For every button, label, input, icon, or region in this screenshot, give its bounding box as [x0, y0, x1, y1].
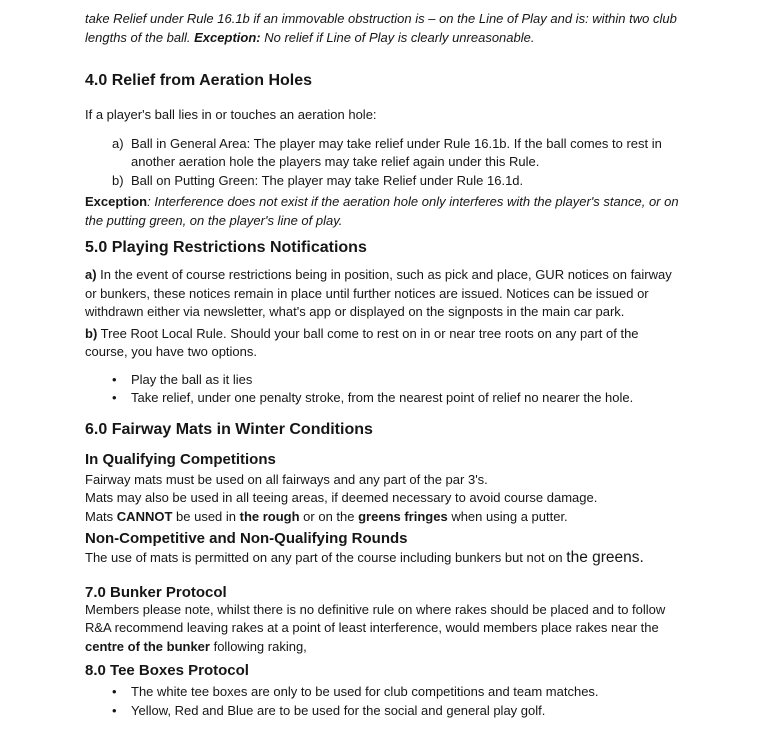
- list-item: [85, 172, 682, 191]
- list-item-text: Take relief, under one penalty stroke, from the nearest point of relief no nearer the hole.: [131, 390, 634, 405]
- bullet-icon: •: [112, 702, 117, 718]
- section4-lead: If a player's ball lies in or touches an aeration hole:: [85, 107, 377, 122]
- para-b-text: Tree Root Local Rule. Should your ball come to rest on in or near tree roots on any part of the course, you have two options.: [85, 325, 639, 359]
- list-item-text: Ball in General Area: The player may take relief under Rule 16.1b. If the ball comes to rest in another aeration hole the players may take relief again under this Rule.: [131, 135, 662, 169]
- line3-mid: be used in: [172, 508, 240, 524]
- list-item-text: Ball on Putting Green: The player may take Relief under Rule 16.1d.: [131, 172, 524, 188]
- section4-exception: [85, 193, 682, 230]
- line3-mid2: or on the: [299, 508, 359, 524]
- list-item: [85, 371, 682, 390]
- bullet-icon: •: [112, 684, 117, 699]
- line3-pre: Mats: [85, 508, 117, 524]
- list-item: [85, 702, 682, 721]
- para-a-marker: a): [85, 267, 97, 282]
- section7-text-pre: Members please note, whilst there is no definitive rule on where rakes should be placed and to follow R&A recommend leaving rakes at a point of least interference, would members place rakes near the: [85, 601, 666, 635]
- section7-heading: 7.0 Bunker Protocol: [85, 583, 227, 601]
- para-b-marker: b): [85, 325, 98, 341]
- noncomp-text: The use of mats is permitted on any part of the course including bunkers but not on: [85, 550, 567, 565]
- exception-label: Exception: [85, 194, 148, 209]
- section5-para-b: [85, 325, 682, 362]
- line3-post: when using a putter.: [447, 508, 568, 524]
- para-a-text: In the event of course restrictions being in position, such as pick and place, GUR notices on fairway or bunkers, these notices remain in place until further notices are issued. Notices can be issued or withdrawn either via newsletter, what's app or displayed on the signposts in the main car park.: [85, 267, 672, 319]
- section8-bullet-list: [85, 683, 682, 720]
- noncompetitive-heading: Non-Competitive and Non-Qualifying Rounds: [85, 530, 408, 547]
- intro-text: take Relief under Rule 16.1b if an immovable obstruction is – on the Line of Play and is: within two club lengths of the ball.: [85, 11, 677, 45]
- section5-bullet-list: [85, 371, 682, 408]
- line3-fringes: greens fringes: [358, 508, 448, 524]
- section4-heading: 4.0 Relief from Aeration Holes: [85, 72, 313, 89]
- qualifying-line-3: [85, 509, 568, 524]
- qualifying-rules: [85, 471, 682, 527]
- qualifying-line-2: Mats may also be used in all teeing areas, if deemed necessary to avoid course damage.: [85, 490, 598, 505]
- list-marker: a): [112, 135, 124, 151]
- bullet-icon: •: [112, 390, 117, 405]
- intro-exception-label: Exception:: [194, 29, 261, 45]
- section8-heading: 8.0 Tee Boxes Protocol: [85, 662, 249, 679]
- list-item: [85, 389, 682, 408]
- qualifying-heading: In Qualifying Competitions: [85, 450, 276, 468]
- section7-text-bold: centre of the bunker: [85, 638, 210, 654]
- exception-text: : Interference does not exist if the aeration hole only interferes with the player's stance, or on the putting green, on the player's line of play.: [85, 194, 679, 228]
- section5-heading: 5.0 Playing Restrictions Notifications: [85, 239, 367, 256]
- line3-rough: the rough: [239, 508, 300, 524]
- section7-text-post: following raking,: [209, 638, 307, 654]
- list-item-text: The white tee boxes are only to be used for club competitions and team matches.: [131, 684, 599, 699]
- qualifying-line-1: Fairway mats must be used on all fairways and any part of the par 3's.: [85, 471, 488, 487]
- list-item: [85, 135, 682, 172]
- list-item: [85, 683, 682, 702]
- bullet-icon: •: [112, 371, 117, 387]
- section4-list: [85, 135, 682, 191]
- section5-para-a: [85, 266, 682, 322]
- list-item-text: Yellow, Red and Blue are to be used for the social and general play golf.: [131, 702, 546, 718]
- line3-cannot: CANNOT: [116, 508, 173, 524]
- intro-paragraph: [85, 10, 682, 47]
- list-marker: b): [112, 172, 124, 188]
- list-item-text: Play the ball as it lies: [131, 371, 253, 387]
- section7-paragraph: [85, 601, 682, 657]
- section6-heading: 6.0 Fairway Mats in Winter Conditions: [85, 420, 373, 438]
- noncompetitive-rule: [85, 549, 682, 568]
- noncomp-large-text: the greens.: [566, 549, 644, 566]
- intro-text-after: No relief if Line of Play is clearly unreasonable.: [260, 29, 535, 45]
